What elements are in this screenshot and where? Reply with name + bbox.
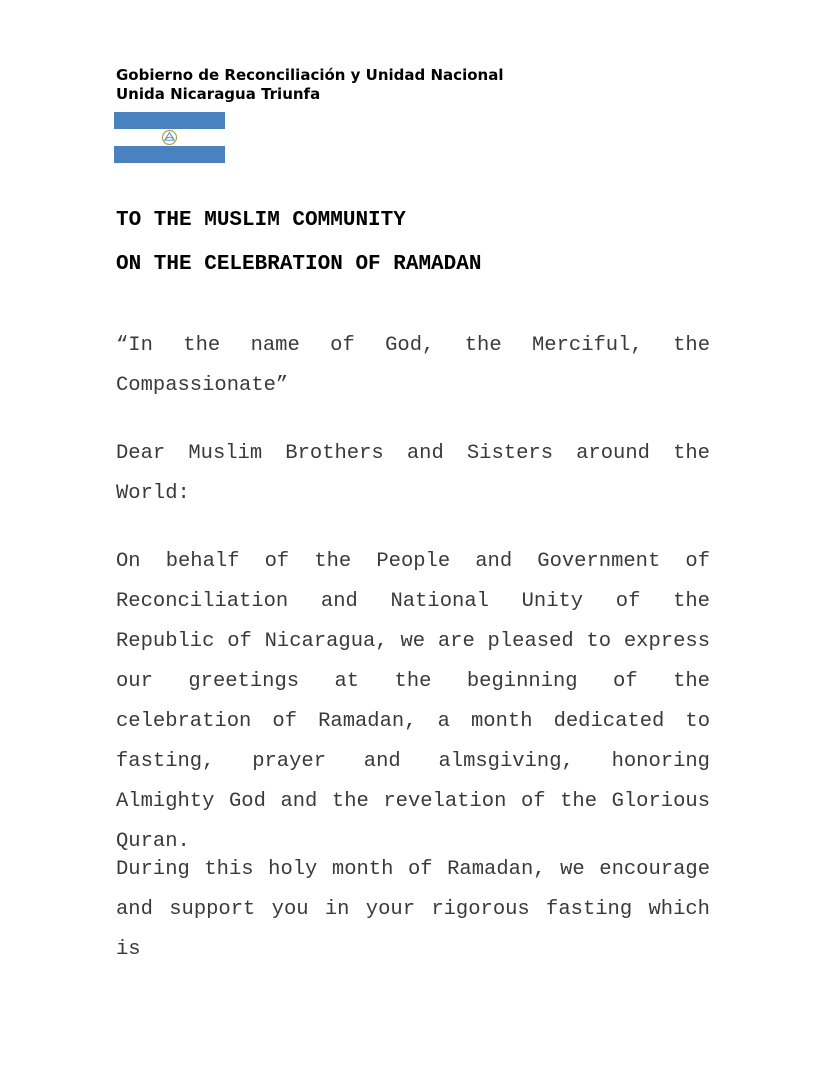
government-header (116, 66, 503, 104)
nicaragua-flag-icon (114, 112, 225, 163)
document-title-line-2: ON THE CELEBRATION OF RAMADAN (116, 253, 482, 276)
invocation-paragraph: “In the name of God, the Merciful, the Compassionate” (116, 334, 710, 397)
document-title-line-1: TO THE MUSLIM COMMUNITY (116, 209, 406, 232)
encouragement-paragraph: During this holy month of Ramadan, we encourage and support you in your rigorous fasting which is (116, 858, 710, 961)
salutation-paragraph: Dear Muslim Brothers and Sisters around the World: (116, 442, 710, 505)
header-line-slogan: Unida Nicaragua Triunfa (116, 85, 321, 103)
greeting-paragraph: On behalf of the People and Government of Reconciliation and National Unity of the Republic of Nicaragua, we are pleased to express our greetings at the beginning of the celebration of Ramadan, a month dedicated to fasting, prayer and almsgiving, honoring Almighty God and the revelation of the Glorious Quran. (116, 550, 710, 853)
header-line-government: Gobierno de Reconciliación y Unidad Nacional (116, 66, 504, 84)
